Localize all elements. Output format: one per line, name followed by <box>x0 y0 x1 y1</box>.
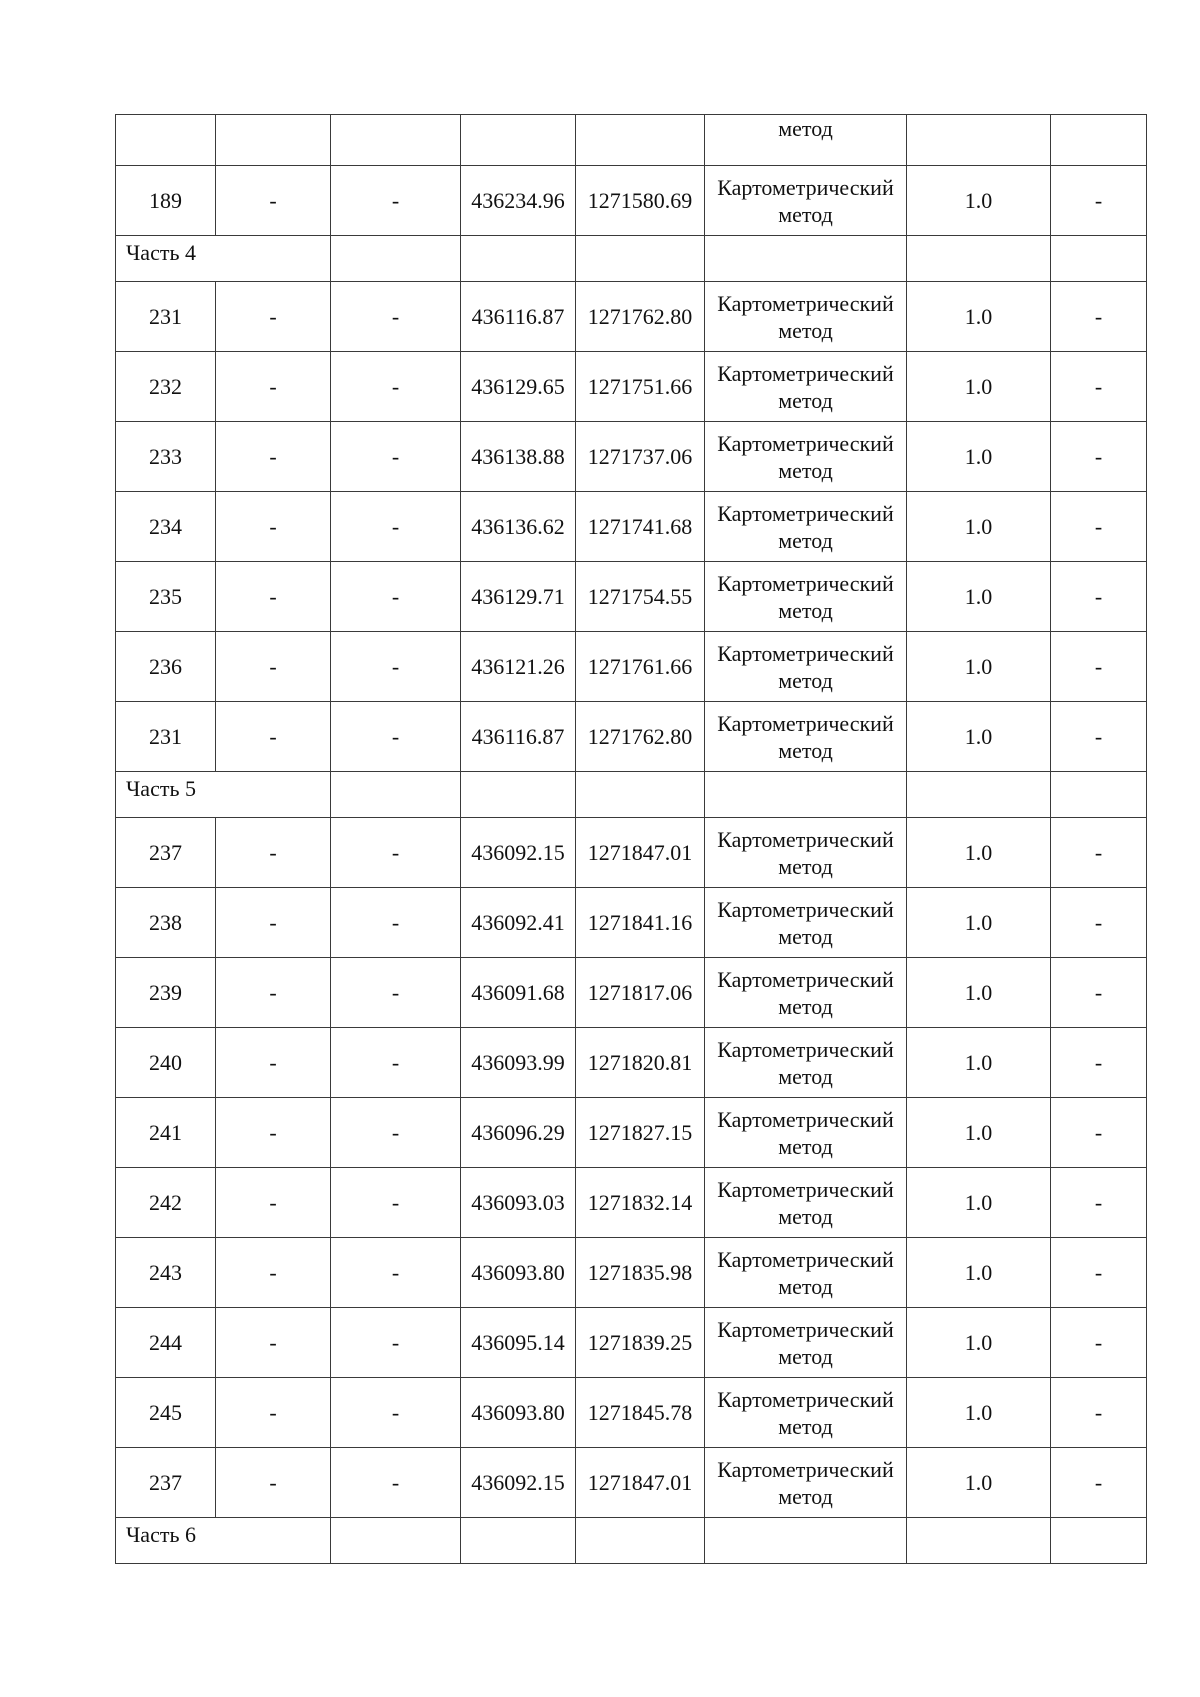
cell-empty <box>1051 1518 1147 1564</box>
method-line-1: Картометрический <box>717 430 894 456</box>
cell-col3: - <box>331 1378 461 1448</box>
cell-x-coordinate: 436093.99 <box>461 1028 576 1098</box>
cell-col2: - <box>216 1238 331 1308</box>
cell-method <box>705 1028 907 1098</box>
cell-col2: - <box>216 422 331 492</box>
cell-point-number: 238 <box>116 888 216 958</box>
cell-empty <box>705 236 907 282</box>
cell-col3: - <box>331 888 461 958</box>
cell-y-coordinate: 1271741.68 <box>576 492 705 562</box>
cell-method <box>705 282 907 352</box>
method-line-2: метод <box>778 387 833 413</box>
table-row <box>116 818 1147 888</box>
cell-y-coordinate: 1271832.14 <box>576 1168 705 1238</box>
cell-col3: - <box>331 1448 461 1518</box>
cell-point-number: 244 <box>116 1308 216 1378</box>
cell-last: - <box>1051 702 1147 772</box>
cell-col3: - <box>331 422 461 492</box>
cell-empty <box>461 772 576 818</box>
cell-accuracy: 1.0 <box>907 632 1051 702</box>
table-row <box>116 166 1147 236</box>
cell-empty <box>331 236 461 282</box>
method-line-2: метод <box>778 597 833 623</box>
cell-col3: - <box>331 492 461 562</box>
method-line-2: метод <box>778 1483 833 1509</box>
cell-accuracy: 1.0 <box>907 1308 1051 1378</box>
method-line-2: метод <box>778 1413 833 1439</box>
cell-last: - <box>1051 562 1147 632</box>
cell-method <box>705 632 907 702</box>
cell-x-coordinate: 436092.15 <box>461 818 576 888</box>
cell-x-coordinate: 436093.80 <box>461 1238 576 1308</box>
cell-last: - <box>1051 282 1147 352</box>
section-row <box>116 236 1147 282</box>
method-line-1: Картометрический <box>717 710 894 736</box>
cell-y-coordinate: 1271827.15 <box>576 1098 705 1168</box>
cell-y-coordinate: 1271847.01 <box>576 1448 705 1518</box>
method-line-1: Картометрический <box>717 1176 894 1202</box>
cell-empty <box>705 772 907 818</box>
cell-y-coordinate: 1271762.80 <box>576 702 705 772</box>
cell-col2: - <box>216 1448 331 1518</box>
cell-last: - <box>1051 888 1147 958</box>
table-row <box>116 958 1147 1028</box>
method-line-1: Картометрический <box>717 640 894 666</box>
cell-accuracy: 1.0 <box>907 422 1051 492</box>
method-line-1: Картометрический <box>717 966 894 992</box>
cell-point-number: 231 <box>116 282 216 352</box>
table-row <box>116 702 1147 772</box>
method-line-2: метод <box>778 993 833 1019</box>
cell-y-coordinate: 1271835.98 <box>576 1238 705 1308</box>
cell-empty <box>331 115 461 166</box>
cell-method <box>705 1098 907 1168</box>
table-body <box>116 115 1147 1564</box>
method-line-2: метод <box>778 457 833 483</box>
coordinates-table <box>115 114 1147 1564</box>
method-line-1: Картометрический <box>717 570 894 596</box>
cell-method-tail <box>705 115 907 166</box>
cell-accuracy: 1.0 <box>907 1378 1051 1448</box>
cell-col3: - <box>331 562 461 632</box>
cell-method <box>705 422 907 492</box>
cell-col2: - <box>216 282 331 352</box>
cell-col2: - <box>216 702 331 772</box>
cell-empty <box>331 1518 461 1564</box>
cell-col3: - <box>331 818 461 888</box>
table-row <box>116 492 1147 562</box>
method-tail-text: метод <box>778 116 833 141</box>
method-line-2: метод <box>778 1203 833 1229</box>
cell-last: - <box>1051 1448 1147 1518</box>
method-line-2: метод <box>778 1133 833 1159</box>
method-line-1: Картометрический <box>717 1106 894 1132</box>
cell-last: - <box>1051 1028 1147 1098</box>
cell-last: - <box>1051 166 1147 236</box>
cell-y-coordinate: 1271762.80 <box>576 282 705 352</box>
method-line-1: Картометрический <box>717 896 894 922</box>
cell-empty <box>1051 236 1147 282</box>
cell-col3: - <box>331 1308 461 1378</box>
cell-last: - <box>1051 1238 1147 1308</box>
cell-col3: - <box>331 958 461 1028</box>
cell-col3: - <box>331 166 461 236</box>
table-row <box>116 1308 1147 1378</box>
cell-last: - <box>1051 1378 1147 1448</box>
cell-y-coordinate: 1271580.69 <box>576 166 705 236</box>
cell-point-number: 234 <box>116 492 216 562</box>
cell-x-coordinate: 436093.80 <box>461 1378 576 1448</box>
table-row <box>116 1028 1147 1098</box>
table-row <box>116 1448 1147 1518</box>
method-line-2: метод <box>778 1063 833 1089</box>
table-row <box>116 632 1147 702</box>
method-line-1: Картометрический <box>717 290 894 316</box>
cell-method <box>705 352 907 422</box>
cell-x-coordinate: 436129.71 <box>461 562 576 632</box>
cell-accuracy: 1.0 <box>907 492 1051 562</box>
cell-y-coordinate: 1271737.06 <box>576 422 705 492</box>
cell-point-number: 245 <box>116 1378 216 1448</box>
section-label: Часть 4 <box>116 236 331 282</box>
cell-col2: - <box>216 818 331 888</box>
method-line-1: Картометрический <box>717 1386 894 1412</box>
cell-x-coordinate: 436092.15 <box>461 1448 576 1518</box>
method-line-2: метод <box>778 923 833 949</box>
cell-last: - <box>1051 422 1147 492</box>
cell-col2: - <box>216 1308 331 1378</box>
cell-method <box>705 1448 907 1518</box>
cell-y-coordinate: 1271847.01 <box>576 818 705 888</box>
cell-y-coordinate: 1271820.81 <box>576 1028 705 1098</box>
cell-empty <box>907 772 1051 818</box>
cell-method <box>705 818 907 888</box>
cell-y-coordinate: 1271761.66 <box>576 632 705 702</box>
section-row <box>116 772 1147 818</box>
cell-empty <box>576 115 705 166</box>
cell-last: - <box>1051 492 1147 562</box>
cell-accuracy: 1.0 <box>907 1238 1051 1308</box>
cell-point-number: 233 <box>116 422 216 492</box>
cell-col2: - <box>216 1168 331 1238</box>
cell-x-coordinate: 436116.87 <box>461 282 576 352</box>
cell-method <box>705 958 907 1028</box>
cell-accuracy: 1.0 <box>907 818 1051 888</box>
cell-y-coordinate: 1271841.16 <box>576 888 705 958</box>
cell-point-number: 241 <box>116 1098 216 1168</box>
method-line-2: метод <box>778 1273 833 1299</box>
cell-x-coordinate: 436096.29 <box>461 1098 576 1168</box>
cell-col3: - <box>331 702 461 772</box>
method-line-1: Картометрический <box>717 1316 894 1342</box>
cell-method <box>705 1378 907 1448</box>
cell-x-coordinate: 436234.96 <box>461 166 576 236</box>
cell-point-number: 240 <box>116 1028 216 1098</box>
method-line-2: метод <box>778 201 833 227</box>
cell-y-coordinate: 1271845.78 <box>576 1378 705 1448</box>
cell-x-coordinate: 436129.65 <box>461 352 576 422</box>
cell-col2: - <box>216 492 331 562</box>
method-line-1: Картометрический <box>717 500 894 526</box>
cell-x-coordinate: 436121.26 <box>461 632 576 702</box>
method-line-1: Картометрический <box>717 826 894 852</box>
table-row <box>116 1168 1147 1238</box>
cell-accuracy: 1.0 <box>907 1448 1051 1518</box>
cell-y-coordinate: 1271839.25 <box>576 1308 705 1378</box>
cell-point-number: 231 <box>116 702 216 772</box>
cell-point-number: 189 <box>116 166 216 236</box>
cell-method <box>705 702 907 772</box>
table-row <box>116 888 1147 958</box>
cell-col3: - <box>331 1238 461 1308</box>
method-line-2: метод <box>778 667 833 693</box>
method-line-2: метод <box>778 317 833 343</box>
cell-last: - <box>1051 1098 1147 1168</box>
cell-y-coordinate: 1271817.06 <box>576 958 705 1028</box>
cell-col2: - <box>216 632 331 702</box>
cell-accuracy: 1.0 <box>907 1168 1051 1238</box>
table-row <box>116 352 1147 422</box>
cell-empty <box>461 1518 576 1564</box>
cell-method <box>705 1168 907 1238</box>
cell-empty <box>576 1518 705 1564</box>
cell-method <box>705 166 907 236</box>
cell-empty <box>461 236 576 282</box>
cell-col3: - <box>331 1028 461 1098</box>
cell-accuracy: 1.0 <box>907 562 1051 632</box>
cell-empty <box>907 1518 1051 1564</box>
table-row <box>116 562 1147 632</box>
cell-col3: - <box>331 1098 461 1168</box>
cell-last: - <box>1051 818 1147 888</box>
section-label: Часть 5 <box>116 772 331 818</box>
cell-col2: - <box>216 352 331 422</box>
cell-empty <box>1051 772 1147 818</box>
cell-accuracy: 1.0 <box>907 1028 1051 1098</box>
method-line-1: Картометрический <box>717 174 894 200</box>
cell-empty <box>576 236 705 282</box>
method-line-1: Картометрический <box>717 1036 894 1062</box>
cell-method <box>705 888 907 958</box>
method-line-2: метод <box>778 853 833 879</box>
cell-col2: - <box>216 1098 331 1168</box>
cell-col3: - <box>331 282 461 352</box>
cell-last: - <box>1051 1308 1147 1378</box>
method-line-1: Картометрический <box>717 1456 894 1482</box>
cell-point-number: 242 <box>116 1168 216 1238</box>
cell-method <box>705 1238 907 1308</box>
cell-point-number: 235 <box>116 562 216 632</box>
cell-empty <box>1051 115 1147 166</box>
cell-y-coordinate: 1271754.55 <box>576 562 705 632</box>
cell-empty <box>907 236 1051 282</box>
cell-col3: - <box>331 632 461 702</box>
table-row <box>116 422 1147 492</box>
table-row <box>116 282 1147 352</box>
cell-col2: - <box>216 1028 331 1098</box>
cell-accuracy: 1.0 <box>907 702 1051 772</box>
cell-col2: - <box>216 562 331 632</box>
cell-accuracy: 1.0 <box>907 352 1051 422</box>
cell-empty <box>705 1518 907 1564</box>
method-line-2: метод <box>778 1343 833 1369</box>
cell-col2: - <box>216 958 331 1028</box>
cell-x-coordinate: 436116.87 <box>461 702 576 772</box>
cell-accuracy: 1.0 <box>907 958 1051 1028</box>
cell-x-coordinate: 436093.03 <box>461 1168 576 1238</box>
section-label: Часть 6 <box>116 1518 331 1564</box>
cell-method <box>705 1308 907 1378</box>
cell-empty <box>461 115 576 166</box>
table-row-continued <box>116 115 1147 166</box>
cell-x-coordinate: 436136.62 <box>461 492 576 562</box>
cell-last: - <box>1051 1168 1147 1238</box>
cell-col2: - <box>216 166 331 236</box>
cell-point-number: 239 <box>116 958 216 1028</box>
cell-accuracy: 1.0 <box>907 888 1051 958</box>
table-row <box>116 1378 1147 1448</box>
method-line-1: Картометрический <box>717 1246 894 1272</box>
cell-empty <box>576 772 705 818</box>
cell-last: - <box>1051 632 1147 702</box>
cell-point-number: 236 <box>116 632 216 702</box>
cell-accuracy: 1.0 <box>907 166 1051 236</box>
cell-accuracy: 1.0 <box>907 1098 1051 1168</box>
cell-last: - <box>1051 352 1147 422</box>
cell-point-number: 237 <box>116 818 216 888</box>
section-row <box>116 1518 1147 1564</box>
cell-empty <box>907 115 1051 166</box>
cell-col3: - <box>331 352 461 422</box>
cell-method <box>705 492 907 562</box>
table-row <box>116 1238 1147 1308</box>
method-line-2: метод <box>778 737 833 763</box>
cell-point-number: 237 <box>116 1448 216 1518</box>
cell-col3: - <box>331 1168 461 1238</box>
cell-last: - <box>1051 958 1147 1028</box>
cell-empty <box>216 115 331 166</box>
cell-x-coordinate: 436091.68 <box>461 958 576 1028</box>
method-line-1: Картометрический <box>717 360 894 386</box>
method-line-2: метод <box>778 527 833 553</box>
cell-x-coordinate: 436092.41 <box>461 888 576 958</box>
cell-x-coordinate: 436095.14 <box>461 1308 576 1378</box>
cell-method <box>705 562 907 632</box>
cell-accuracy: 1.0 <box>907 282 1051 352</box>
cell-empty <box>116 115 216 166</box>
cell-col2: - <box>216 1378 331 1448</box>
table-row <box>116 1098 1147 1168</box>
cell-empty <box>331 772 461 818</box>
cell-point-number: 232 <box>116 352 216 422</box>
cell-x-coordinate: 436138.88 <box>461 422 576 492</box>
cell-point-number: 243 <box>116 1238 216 1308</box>
cell-col2: - <box>216 888 331 958</box>
cell-y-coordinate: 1271751.66 <box>576 352 705 422</box>
